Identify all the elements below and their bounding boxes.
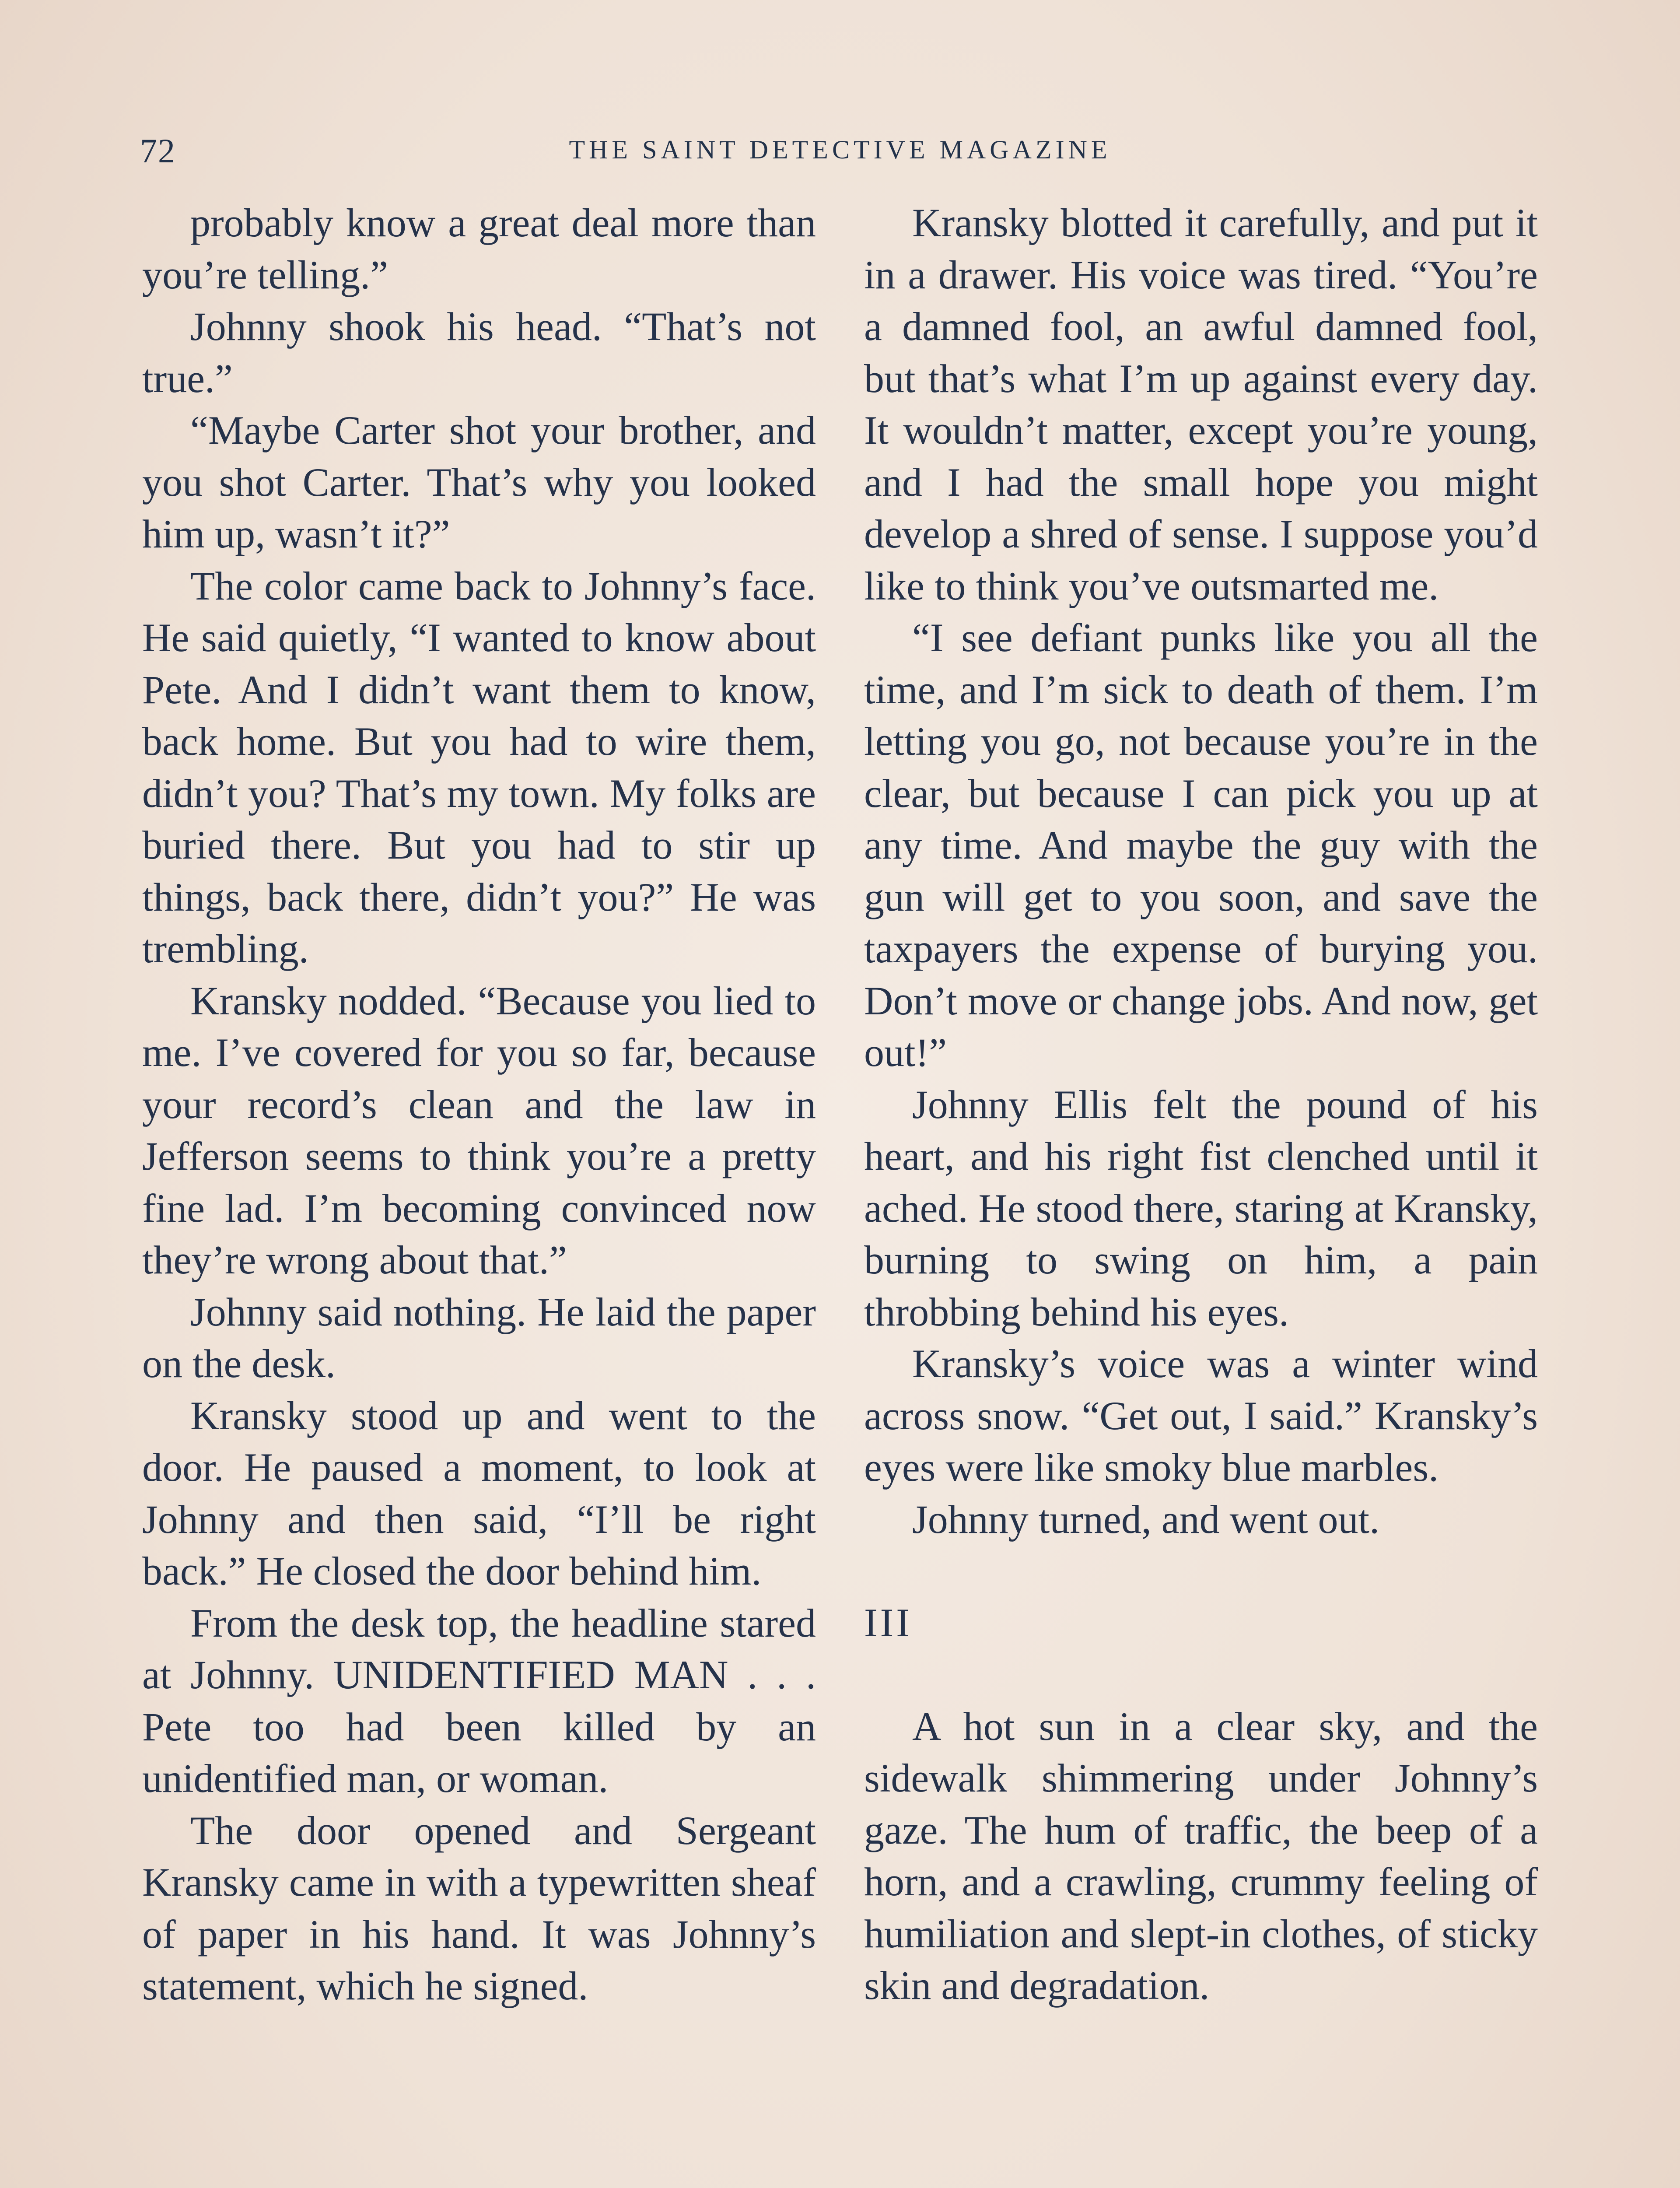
section-heading: III <box>864 1600 912 1645</box>
page-header <box>140 131 1540 179</box>
paragraph: The color came back to Johnny’s face. He said quietly, “I wanted to know about Pete. And I didn’t want them to know, back home. But you had to wire them, didn’t you? That’s my town. My folks are buried there. But you had to stir up things, back there, didn’t you?” He was trembling. <box>142 563 816 971</box>
paragraph: The door opened and Sergeant Kransky came in with a typewritten sheaf of paper in his hand. It was Johnny’s statement, which he signed. <box>142 1808 816 2008</box>
paragraph: Johnny Ellis felt the pound of his heart, and his right fist clenched until it ached. He stood there, staring at Kransky, burning to swing on him, a pain throbbing behind his eyes. <box>864 1082 1538 1334</box>
paragraph: “Maybe Carter shot your brother, and you shot Carter. That’s why you looked him up, wasn’t it?” <box>142 408 816 556</box>
paragraph: Kransky nodded. “Because you lied to me. I’ve covered for you so far, because your record’s clean and the law in Jefferson seems to think you’re a pretty fine lad. I’m becoming convinced now they’re wrong about that.” <box>142 978 816 1282</box>
paragraph: Kransky blotted it carefully, and put it in a drawer. His voice was tired. “You’re a damned fool, an awful damned fool, but that’s what I’m up against every day. It wouldn’t matter, except you’re young, and I had the small hope you might develop a shred of sense. I suppose you’d like to think you’ve outsmarted me. <box>864 200 1538 608</box>
page-number: 72 <box>140 132 176 170</box>
running-head: THE SAINT DETECTIVE MAGAZINE <box>569 135 1111 164</box>
paragraph: probably know a great deal more than you’re telling.” <box>142 200 816 297</box>
paragraph: Johnny shook his head. “That’s not true.” <box>142 304 816 401</box>
paragraph: Johnny said nothing. He laid the paper on the desk. <box>142 1289 816 1386</box>
paragraph: Kransky stood up and went to the door. He paused a moment, to look at Johnny and then said, “I’ll be right back.” He closed the door behind him. <box>142 1393 816 1593</box>
paragraph: From the desk top, the headline stared at Johnny. UNIDENTIFIED MAN . . . Pete too had been killed by an unidentified man, or woman. <box>142 1600 816 1801</box>
paragraph: “I see defiant punks like you all the time, and I’m sick to death of them. I’m letting you go, not because you’re in the clear, but because I can pick you up at any time. And maybe the guy with the gun will get to you soon, and save the taxpayers the expense of burying you. Don’t move or change jobs. And now, get out!” <box>864 615 1538 1075</box>
left-column <box>142 197 816 2012</box>
paragraph: Johnny turned, and went out. <box>912 1497 1380 1542</box>
paragraph: A hot sun in a clear sky, and the sidewalk shimmering under Johnny’s gaze. The hum of traffic, the beep of a horn, and a crawling, crummy feeling of humiliation and slept-in clothes, of sticky skin and degradation. <box>864 1704 1538 2008</box>
right-column <box>864 197 1538 2012</box>
paragraph: Kransky’s voice was a winter wind across snow. “Get out, I said.” Kransky’s eyes were like smoky blue marbles. <box>864 1341 1538 1490</box>
